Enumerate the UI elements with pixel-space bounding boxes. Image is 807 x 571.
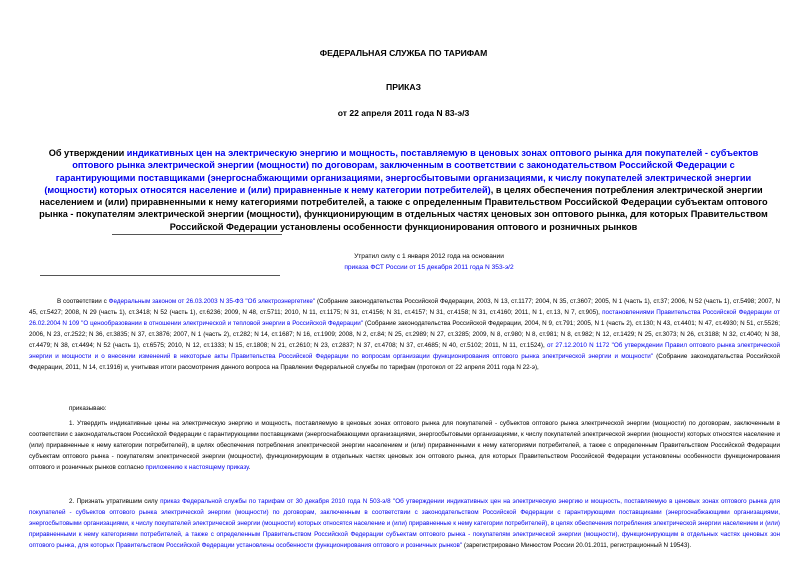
item1-appendix-link[interactable]: приложению к настоящему приказу bbox=[145, 464, 249, 471]
preamble-text-3: (Собрание законодательства Российской Федерации, 2004, N 9, ст.791; 2005, N 1 (часть 2), ст.130; N 43, ст.4401; N 47, ст.4930; N 51, ст.5526; 2006, N 23, ст.2522; N 36, ст.3835; N 37, ст.3876; 2007, N 1 (часть 2), ст.282; N 14, ст.1687; N 16, ст.1909; 2008, N 2, ст.84; N 25, ст.2989; N 27, ст.3285; 2009, N 8, ст.980; N 8, ст.981; N 8, ст.982; N 12, ст.1429; N 25, ст.3073; N 26, ст.3188; N 32, ст.4040; N 38, ст.4479; N 38, ст.4494; N 52 (часть 1), ст.6575; 2010, N 12, ст.1333; N 15, ст.1808; N 21, ст.2610; N 23, ст.2837; N 37, ст.4708; N 37, ст.4685; N 40, ст.5102; 2011, N 11, ст.1524), bbox=[29, 320, 780, 349]
preamble-text-1: В соответствии с bbox=[57, 298, 109, 305]
title-rest: , в целях обеспечения потребления электрической энергии населением и (или) приравненными к нему категориями потребителей, а также с определенным Правительством Российской Федерации субъектам оптового рынка - покупателям электрической энергии (мощности), функционирующим в отдельных частях ценовых зон оптового рынка, для которых Правительством Российской Федерации установлены особенности функционирования оптового и розничных рынков bbox=[39, 184, 768, 232]
item1-end: . bbox=[248, 464, 251, 471]
preamble-text-4: (Собрание законодательства Российской Федерации, 2011, N 14, ст.1916) и, учитывая итоги рассмотрения данного вопроса на Правлении Федеральной службы по тарифам (протокол от 22 апреля 2011 года N 22-э), bbox=[29, 353, 780, 371]
preamble-text-2: (Собрание законодательства Российской Федерации, 2003, N 13, ст.1177; 2004, N 35, ст.3607; 2005, N 1 (часть 1), ст.37; 2006, N 52 (часть 1), ст.5498; 2007, N 45, ст.5427; 2008, N 29 (часть 1), ст.3418; N 52 (часть 1), ст.6236; 2009, N 48, ст.5711; 2010, N 11, ст.1175; N 31, ст.4156; N 31, ст.4157; N 31, ст.4158; N 31, ст.4160; 2011, N 1, ст.13, N 7, ст.905), bbox=[29, 298, 780, 316]
status-note-link[interactable]: приказа ФСТ России от 15 декабря 2011 года N 353-э/2 bbox=[344, 264, 514, 271]
status-note bbox=[286, 251, 572, 273]
title-link[interactable]: индикативных цен на электрическую энергию и мощность, поставляемую в ценовых зонах оптового рынка для покупателей - субъектов оптового рынка электрической энергии (мощности) по договорам, заключенным в соответствии с законодательством Российской Федерации с гарантирующими поставщиками (энергоснабжающими организациями, энергосбытовыми организациями, к числу покупателей электрической энергии (мощности) которых относятся население и (или) приравненные к нему категории потребителей) bbox=[44, 148, 759, 195]
order-item-1 bbox=[29, 418, 780, 473]
agency-name: ФЕДЕРАЛЬНАЯ СЛУЖБА ПО ТАРИФАМ bbox=[319, 48, 488, 58]
title-prefix: Об утверждении bbox=[48, 148, 127, 158]
divider-bottom bbox=[40, 275, 280, 276]
order-item-2 bbox=[29, 496, 780, 551]
preamble-paragraph bbox=[29, 296, 780, 373]
document-date-number: от 22 апреля 2011 года N 83-э/3 bbox=[337, 108, 470, 118]
document-type: ПРИКАЗ bbox=[386, 82, 421, 92]
divider-top bbox=[112, 234, 282, 235]
order-word: приказываю: bbox=[69, 405, 107, 412]
document-title bbox=[36, 147, 771, 233]
status-note-text: Утратил силу с 1 января 2012 года на основании bbox=[354, 253, 504, 260]
item2-text-1: 2. Признать утратившим силу bbox=[69, 498, 161, 505]
item2-text-2: (зарегистрировано Минюстом России 20.01.2011, регистрационный N 19543). bbox=[462, 542, 692, 549]
item2-repealed-order-link[interactable]: приказ Федеральной службы по тарифам от 30 декабря 2010 года N 503-э/8 "Об утверждении индикативных цен на электрическую энергию и мощность, поставляемую в ценовых зонах оптового рынка для покупателей - субъектов оптового рынка электрической энергии (мощности) по договорам, заключенным в соответствии с законодательством Российской Федерации с гарантирующими поставщиками (энергоснабжающими организациями, энергосбытовыми организациями, к числу покупателей электрической энергии (мощности) которых относятся население и (или) приравненные к нему категории потребителей), в целях обеспечения потребления электрической энергии населением и (или) приравненными к нему категориями потребителей, а также с определенным Правительством Российской Федерации субъектам оптового рынка - покупателям электрической энергии (мощности), функционирующим в отдельных частях ценовых зон оптового рынка, для которых Правительством Российской Федерации установлены особенности функционирования оптового и розничных рынков" bbox=[29, 498, 780, 549]
preamble-link-decree-1172[interactable]: от 27.12.2010 N 1172 "Об утверждении Правил оптового рынка электрической энергии и мощности и о внесении изменений в некоторые акты Правительства Российской Федерации по вопросам организации функционирования оптового рынка электрической энергии и мощности" bbox=[29, 342, 780, 360]
preamble-link-decree-109[interactable]: постановлениями Правительства Российской Федерации от 26.02.2004 N 109 "О ценообразовании в отношении электрической и тепловой энергии в Российской Федерации" bbox=[29, 309, 781, 327]
item1-text: 1. Утвердить индикативные цены на электрическую энергию и мощность, поставляемую в ценовых зонах оптового рынка для покупателей - субъектов оптового рынка электрической энергии (мощности) по договорам, заключенным в соответствии с законодательством Российской Федерации с гарантирующими поставщиками (энергоснабжающими организациями, энергосбытовыми организациями, к числу покупателей электрической энергии (мощности) которых относятся население и (или) приравненные к нему категории потребителей), в целях обеспечения потребления электрической энергии населением и (или) приравненными к нему категориями потребителей, а также с определенным Правительством Российской Федерации субъектам оптового рынка - покупателям электрической энергии (мощности), функционирующим в отдельных частях ценовых зон оптового рынка, для которых Правительством Российской Федерации установлены особенности функционирования оптового и розничных рынков согласно bbox=[29, 420, 780, 471]
preamble-link-law[interactable]: Федеральным законом от 26.03.2003 N 35-ФЗ "Об электроэнергетике" bbox=[108, 298, 316, 305]
